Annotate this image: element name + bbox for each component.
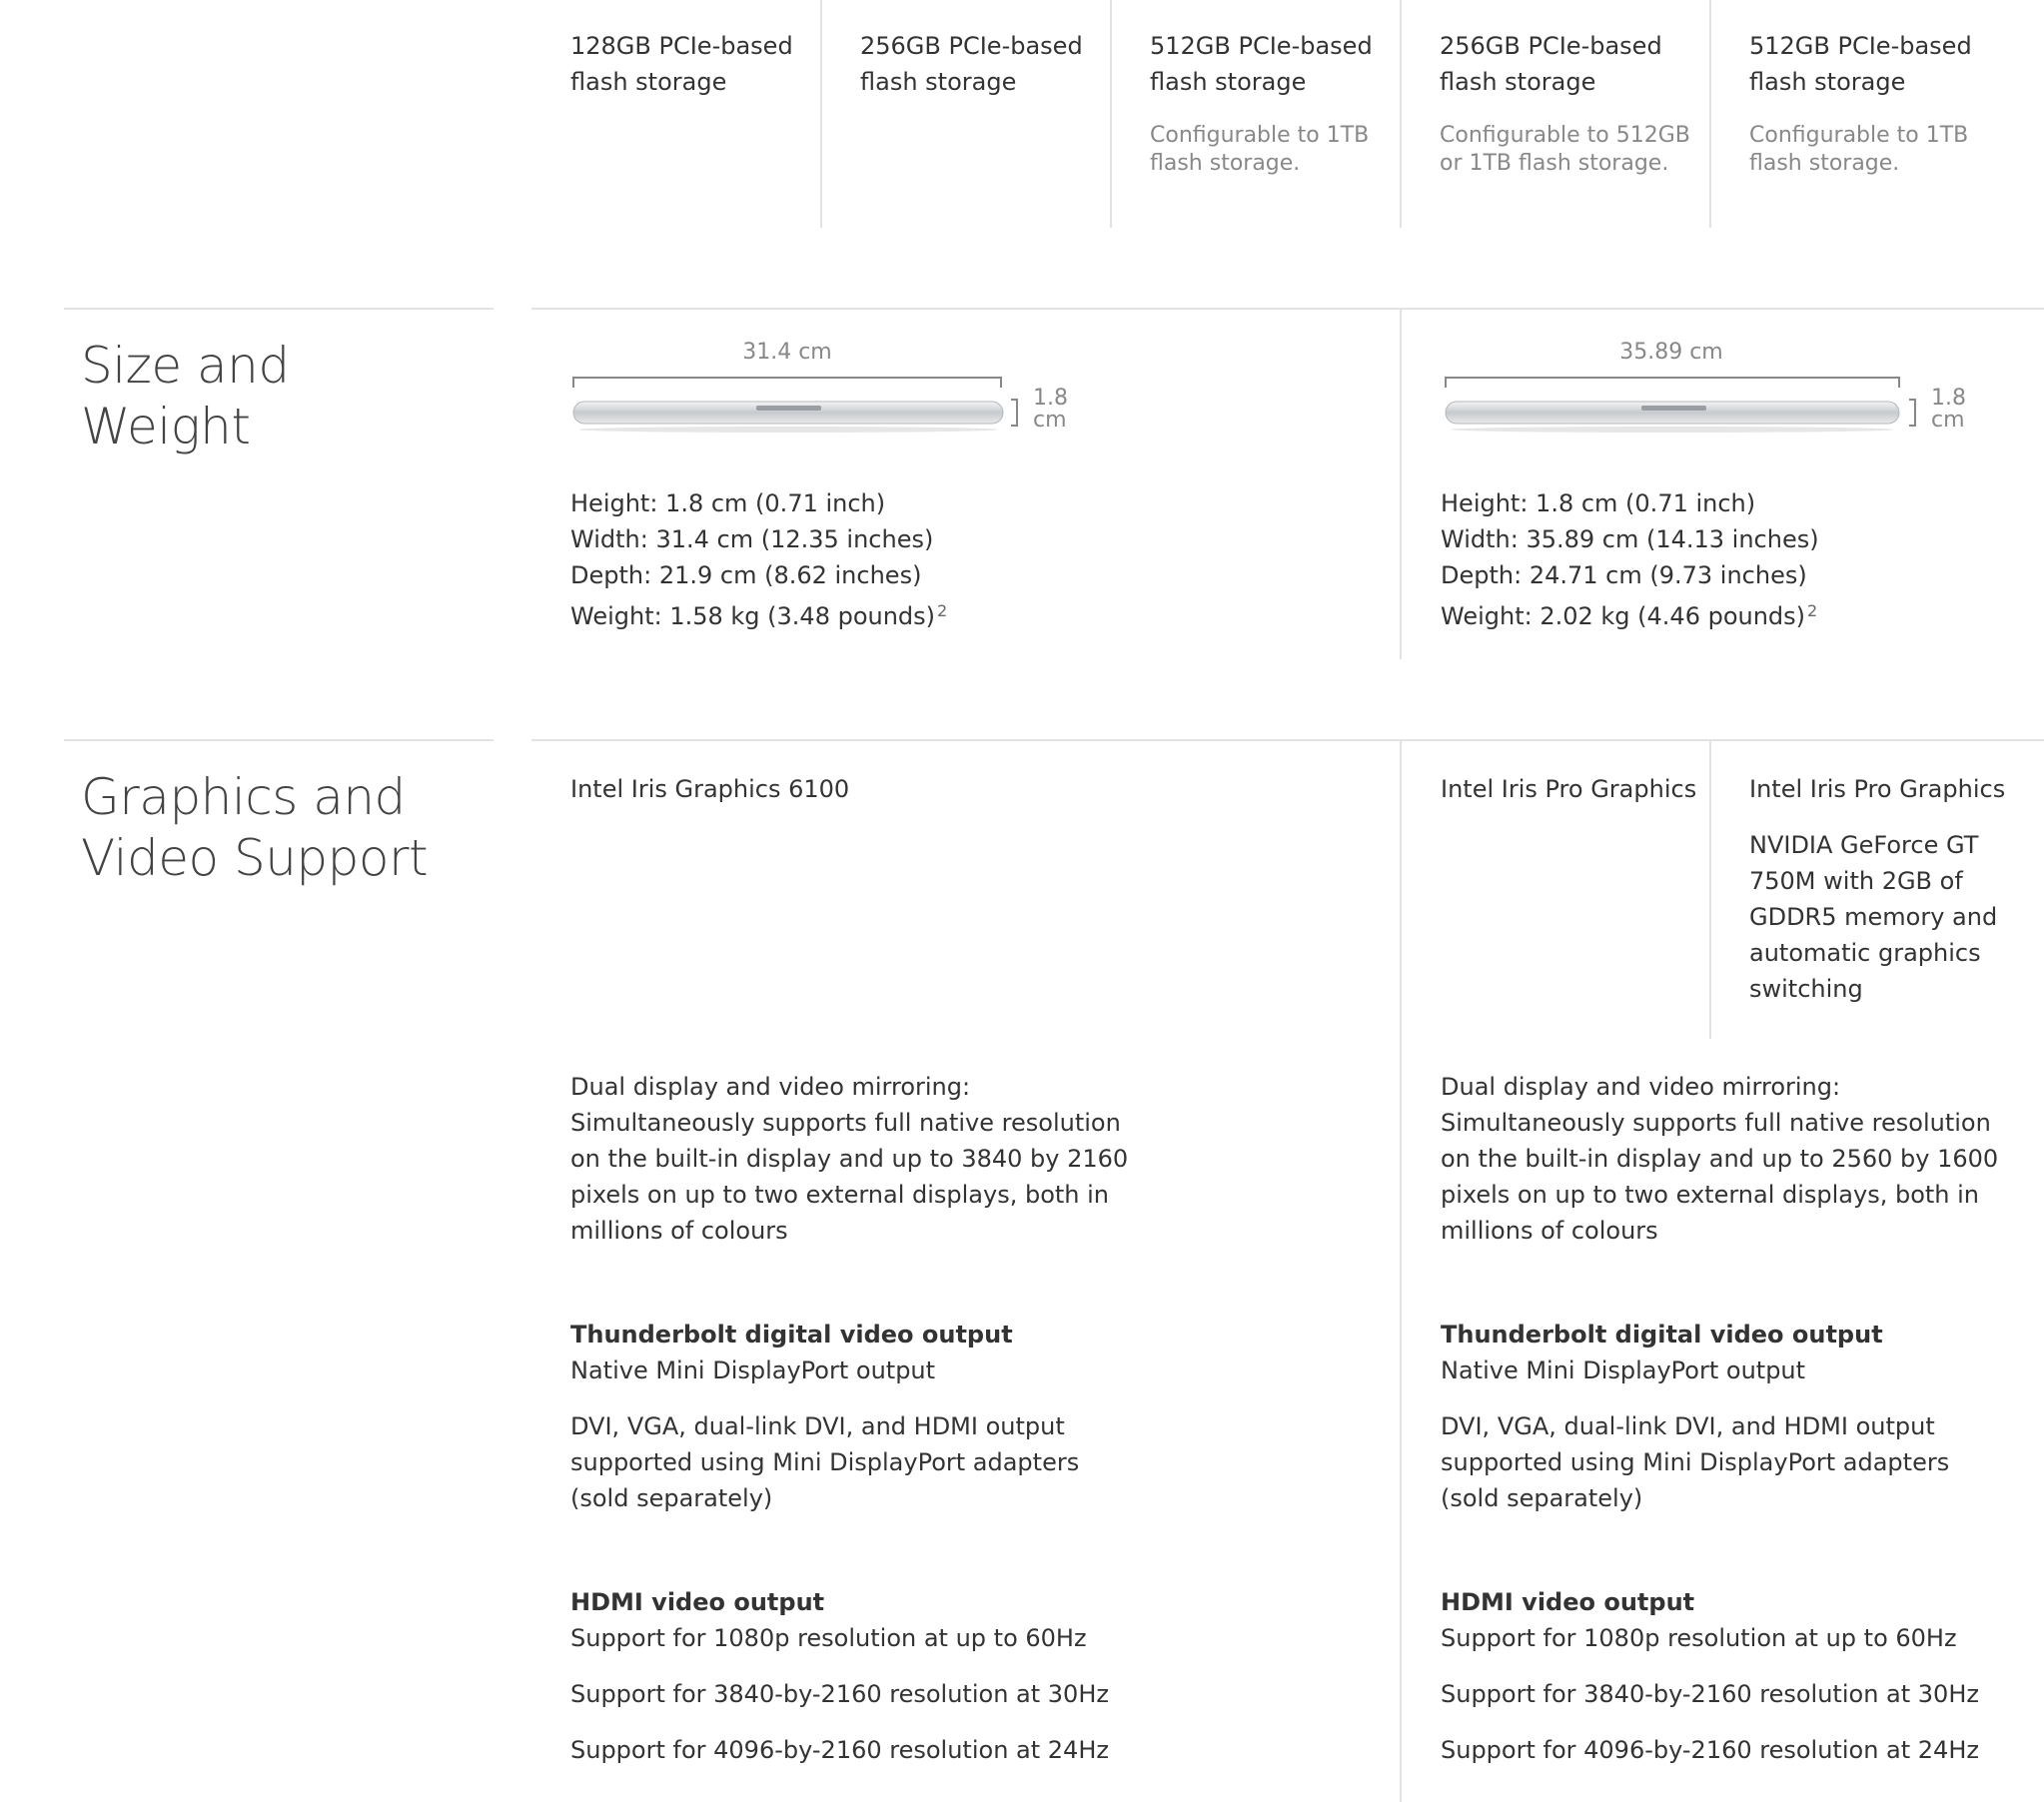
column-divider: [1110, 0, 1112, 228]
storage-type: flash storage: [1440, 68, 1596, 96]
storage-capacity: 256GB PCIe-based: [860, 32, 1083, 60]
depth-spec: Depth: 21.9 cm (8.62 inches): [570, 561, 922, 589]
depth-spec: Depth: 24.71 cm (9.73 inches): [1441, 561, 1807, 589]
width-dimension-label: 31.4 cm: [742, 340, 832, 365]
spec-line: (sold separately): [570, 1484, 773, 1512]
height-spec: Height: 1.8 cm (0.71 inch): [1441, 489, 1756, 517]
height-spec: Height: 1.8 cm (0.71 inch): [570, 489, 886, 517]
storage-capacity: 128GB PCIe-based: [570, 32, 793, 60]
storage-option: [570, 28, 793, 100]
storage-config-note: Configurable to 1TB: [1150, 123, 1370, 148]
spec-line: Native Mini DisplayPort output: [1441, 1356, 1806, 1384]
mirroring-spec: Dual display and video mirroring: Simultaneously supports full native resolution on the built-in display and up to 2560 by 1600 pixels on up to two external displays, both in millions of colours: [1441, 1073, 1999, 1245]
storage-type: flash storage: [860, 68, 1017, 96]
dimensions-list: [570, 485, 947, 634]
weight-spec: Weight: 2.02 kg (4.46 pounds) $^2$: [1441, 601, 1818, 630]
gpu-spec: Intel Iris Graphics 6100: [570, 775, 850, 803]
height-dimension-label: 1.8 cm: [1931, 386, 1966, 433]
spec-line: supported using Mini DisplayPort adapters: [1441, 1448, 1950, 1476]
column-divider: [1400, 741, 1402, 1802]
footnote-link[interactable]: 2: [1807, 601, 1818, 620]
spec-line: Support for 4096-by-2160 resolution at 24Hz: [570, 1736, 1109, 1764]
storage-option: [860, 28, 1083, 100]
column-divider: [1400, 0, 1402, 228]
section-title: Graphics and Video Support: [81, 768, 429, 887]
storage-option: [1440, 28, 1690, 178]
spec-heading: Thunderbolt digital video output: [1441, 1321, 1883, 1349]
width-spec: Width: 31.4 cm (12.35 inches): [570, 525, 934, 553]
storage-type: flash storage: [1150, 68, 1307, 96]
storage-capacity: 512GB PCIe-based: [1150, 32, 1373, 60]
dimensions-list: [1441, 485, 1819, 634]
spec-line: Support for 3840-by-2160 resolution at 30Hz: [570, 1680, 1109, 1708]
discrete-gpu-line: automatic graphics: [1749, 939, 1981, 967]
video-support-column: [570, 1069, 1128, 1768]
section-divider: [64, 308, 494, 310]
section-title: Size and Weight: [81, 337, 290, 455]
storage-option: [1150, 28, 1373, 178]
storage-capacity: 256GB PCIe-based: [1440, 32, 1662, 60]
column-divider: [1709, 0, 1711, 228]
discrete-gpu-line: 750M with 2GB of: [1749, 867, 1963, 895]
storage-config-note: Configurable to 512GB: [1440, 123, 1690, 148]
section-divider: [531, 739, 2044, 741]
footnote-link[interactable]: 2: [937, 601, 948, 620]
discrete-gpu-line: switching: [1749, 975, 1863, 1003]
gpu-spec: Intel Iris Pro Graphics: [1441, 775, 1697, 803]
section-divider: [64, 739, 494, 741]
mirroring-spec: Dual display and video mirroring: Simultaneously supports full native resolution on the built-in display and up to 3840 by 2160 pixels on up to two external displays, both in millions of colours: [570, 1073, 1129, 1245]
spec-line: Support for 3840-by-2160 resolution at 30Hz: [1441, 1680, 1979, 1708]
spec-heading: HDMI video output: [570, 1588, 825, 1616]
spec-line: (sold separately): [1441, 1484, 1643, 1512]
column-divider: [820, 0, 822, 228]
height-dimension-label: 1.8 cm: [1033, 386, 1068, 433]
storage-type: flash storage: [570, 68, 727, 96]
storage-option: [1749, 28, 1972, 178]
storage-config-note: or 1TB flash storage.: [1440, 151, 1669, 176]
laptop-profile-diagram: [571, 340, 1091, 440]
laptop-side-icon: [1444, 370, 1963, 440]
spec-line: Native Mini DisplayPort output: [570, 1356, 936, 1384]
storage-config-note: Configurable to 1TB: [1749, 123, 1969, 148]
storage-type: flash storage: [1749, 68, 1906, 96]
column-divider: [1709, 741, 1711, 1039]
spec-line: Support for 4096-by-2160 resolution at 24Hz: [1441, 1736, 1979, 1764]
spec-line: DVI, VGA, dual-link DVI, and HDMI output: [1441, 1412, 1935, 1440]
section-divider: [531, 308, 2044, 310]
discrete-gpu-line: GDDR5 memory and: [1749, 903, 1998, 931]
weight-spec: Weight: 1.58 kg (3.48 pounds) $^2$: [570, 601, 948, 630]
width-spec: Width: 35.89 cm (14.13 inches): [1441, 525, 1819, 553]
spec-line: Support for 1080p resolution at up to 60Hz: [1441, 1624, 1957, 1652]
storage-config-note: flash storage.: [1150, 151, 1301, 176]
gpu-spec: Intel Iris Pro Graphics NVIDIA GeForce GT 750M with 2GB of GDDR5 memory and automatic graphics switching: [1749, 771, 2005, 1007]
laptop-profile-diagram: [1444, 340, 1966, 440]
spec-heading: HDMI video output: [1441, 1588, 1695, 1616]
spec-line: DVI, VGA, dual-link DVI, and HDMI output: [570, 1412, 1065, 1440]
spec-line: supported using Mini DisplayPort adapters: [570, 1448, 1080, 1476]
column-divider: [1400, 310, 1402, 659]
discrete-gpu-line: NVIDIA GeForce GT: [1749, 831, 1979, 859]
storage-capacity: 512GB PCIe-based: [1749, 32, 1972, 60]
spec-heading: Thunderbolt digital video output: [570, 1321, 1013, 1349]
spec-line: Support for 1080p resolution at up to 60Hz: [570, 1624, 1087, 1652]
width-dimension-label: 35.89 cm: [1619, 340, 1723, 365]
video-support-column: [1441, 1069, 1998, 1768]
laptop-side-icon: [571, 370, 1091, 440]
storage-config-note: flash storage.: [1749, 151, 1900, 176]
